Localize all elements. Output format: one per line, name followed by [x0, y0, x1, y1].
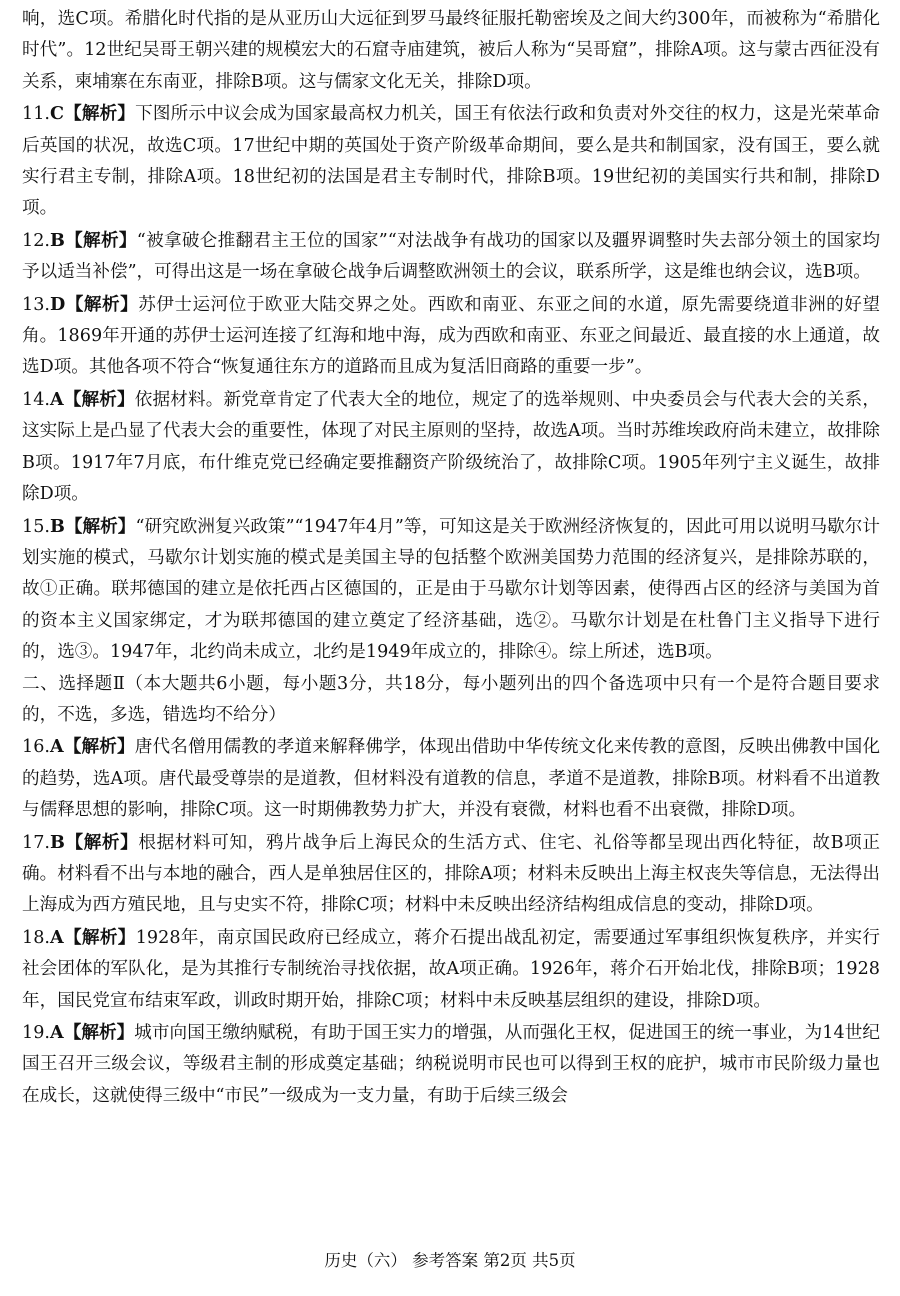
answer-item: [22, 1017, 880, 1112]
answer-page: [22, 4, 880, 1112]
analysis-text: 1928年，南京国民政府已经成立，蒋介石提出战乱初定，需要通过军事组织恢复秩序，并实行社会团体的军队化，是为其推行专制统治寻找依据，故A项正确。1926年，蒋介石开始北伐，排除B项；1928年，国民党宣布结束军政，训政时期开始，排除C项；材料中未反映基层组织的建设，排除D项。: [22, 927, 880, 1011]
answer-number: 13.: [22, 294, 50, 315]
analysis-tag: 【解析】: [64, 103, 136, 125]
answer-item: [22, 731, 880, 826]
analysis-tag: 【解析】: [63, 736, 135, 758]
analysis-tag: 【解析】: [63, 388, 135, 410]
analysis-text: 唐代名僧用儒教的孝道来解释佛学，体现出借助中华传统文化来传教的意图，反映出佛教中国化的趋势，选A项。唐代最受尊崇的是道教，但材料没有道教的信息，孝道不是道教，排除B项。材料看不出道教与儒释思想的影响，排除C项。这一时期佛教势力扩大，并没有衰微，材料也看不出衰微，排除D项。: [22, 737, 880, 821]
answer-letter: C: [49, 103, 64, 125]
analysis-text: 苏伊士运河位于欧亚大陆交界之处。西欧和南亚、东亚之间的水道，原先需要绕道非洲的好望角。1869年开通的苏伊士运河连接了红海和地中海，成为西欧和南亚、东亚之间最近、最直接的水上通道，故选D项。其他各项不符合“恢复通往东方的道路而且成为复活旧商路的重要一步”。: [22, 294, 880, 378]
answer-item: [22, 827, 880, 922]
answer-letter: D: [49, 293, 66, 315]
answer-letter: A: [49, 736, 64, 758]
answer-number: 15.: [22, 516, 50, 537]
analysis-text: 城市向国王缴纳赋税，有助于国王实力的增强，从而强化王权，促进国王的统一事业，为14世纪国王召开三级会议，等级君主制的形成奠定基础；纳税说明市民也可以得到王权的庇护，城市市民阶级力量也在成长，这就使得三级中“市民”一级成为一支力量，有助于后续三级会: [22, 1023, 880, 1106]
answer-letter: B: [49, 515, 65, 537]
answer-item: [22, 384, 880, 511]
analysis-tag: 【解析】: [64, 831, 139, 853]
answer-letter: B: [49, 831, 65, 853]
analysis-text: 下图所示中议会成为国家最高权力机关，国王有依法行政和负责对外交往的权力，这是光荣革命后英国的状况，故选C项。17世纪中期的英国处于资产阶级革命期间，要么是共和制国家，没有国王，要么就实行君主专制，排除A项。18世纪初的法国是君主专制时代，排除B项。19世纪初的美国实行共和制，排除D项。: [22, 104, 880, 219]
answer-item: [22, 98, 880, 225]
answer-item: [22, 511, 880, 669]
analysis-text: 依据材料。新党章肯定了代表大全的地位，规定了的选举规则、中央委员会与代表大会的关系，这实际上是凸显了代表大会的重要性，体现了对民主原则的坚持，故选A项。当时苏维埃政府尚未建立，故排除B项。1917年7月底，布什维克党已经确定要推翻资产阶级统治了，故排除C项。1905年列宁主义诞生，故排除D项。: [22, 389, 880, 505]
analysis-tag: 【解析】: [63, 1022, 135, 1043]
analysis-text: “被拿破仑推翻君主王位的国家”“对法战争有战功的国家以及疆界调整时失去部分领土的国家均予以适当补偿”，可得出这是一场在拿破仑战争后调整欧洲领土的会议，联系所学，这是维也纳会议，选B项。: [22, 230, 880, 283]
analysis-tag: 【解析】: [63, 926, 136, 948]
analysis-tag: 【解析】: [64, 229, 137, 251]
answer-items-part-2: [22, 731, 880, 1112]
answer-letter: A: [49, 1022, 64, 1043]
continuation-paragraph: 响，选C项。希腊化时代指的是从亚历山大远征到罗马最终征服托勒密埃及之间大约300年，而被称为“希腊化时代”。12世纪吴哥王朝兴建的规模宏大的石窟寺庙建筑，被后人称为“吴哥窟”，排除A项。这与蒙古西征没有关系，柬埔寨在东南亚，排除B项。这与儒家文化无关，排除D项。: [22, 9, 880, 92]
analysis-text: “研究欧洲复兴政策”“1947年4月”等，可知这是关于欧洲经济恢复的，因此可用以说明马歇尔计划实施的模式，马歇尔计划实施的模式是美国主导的包括整个欧洲美国势力范围的经济复兴，是排除苏联的，故①正确。联邦德国的建立是依托西占区德国的，正是由于马歇尔计划等因素，使得西占区的经济与美国为首的资本主义国家绑定，才为联邦德国的建立奠定了经济基础，选②。马歇尔计划是在杜鲁门主义指导下进行的，选③。1947年，北约尚未成立，北约是1949年成立的，排除④。综上所述，选B项。: [22, 516, 880, 663]
answer-item: [22, 922, 880, 1017]
answer-number: 16.: [22, 737, 50, 758]
section-heading: 二、选择题Ⅱ（本大题共6小题，每小题3分，共18分，每小题列出的四个备选项中只有一个是符合题目要求的，不选，多选，错选均不给分）: [22, 673, 880, 725]
answer-letter: B: [49, 229, 65, 251]
analysis-tag: 【解析】: [65, 293, 139, 315]
analysis-tag: 【解析】: [64, 515, 136, 537]
answer-number: 17.: [22, 832, 50, 853]
page-footer: 历史（六） 参考答案 第2页 共5页: [324, 1251, 576, 1270]
answer-letter: A: [49, 926, 64, 948]
answer-number: 18.: [22, 927, 50, 948]
answer-letter: A: [49, 388, 64, 410]
answer-number: 19.: [22, 1023, 50, 1043]
answer-number: 14.: [22, 389, 50, 410]
analysis-text: 根据材料可知，鸦片战争后上海民众的生活方式、住宅、礼俗等都呈现出西化特征，故B项正确。材料看不出与本地的融合，西人是单独居住区的，排除A项；材料未反映出上海主权丧失等信息，无法得出上海成为西方殖民地，且与史实不符，排除C项；材料中未反映出经济结构组成信息的变动，排除D项。: [22, 832, 880, 916]
answer-number: 11.: [22, 104, 50, 125]
answer-number: 12.: [22, 230, 50, 251]
answer-items-part-1: [22, 98, 880, 668]
answer-item: [22, 225, 880, 289]
answer-item: [22, 289, 880, 384]
